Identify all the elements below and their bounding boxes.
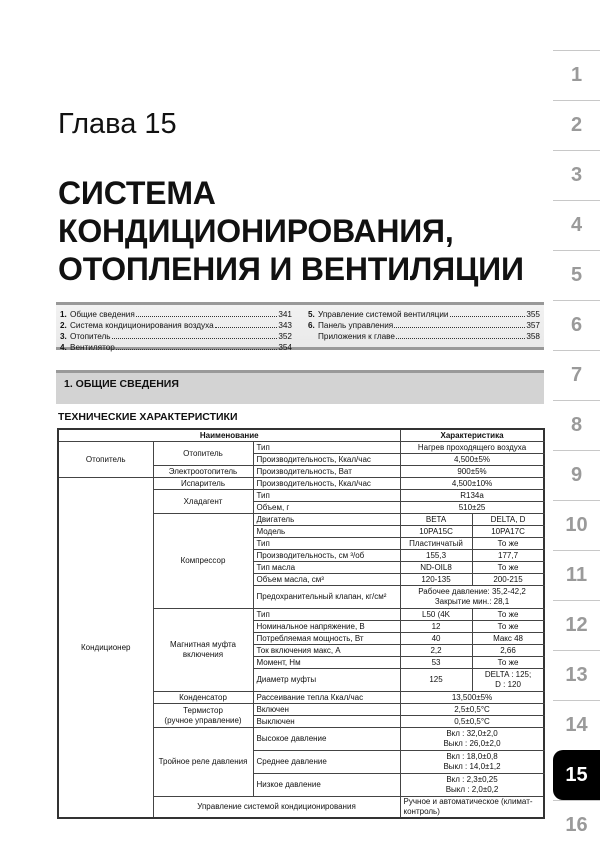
cell-thermistor (153, 704, 253, 728)
cell-param: Объем, г (253, 502, 400, 514)
section-heading: 1. ОБЩИЕ СВЕДЕНИЯ (56, 370, 544, 404)
chapter-tabs (553, 50, 600, 850)
toc-page: 357 (526, 321, 540, 330)
cell-value-a: 12 (400, 621, 472, 633)
cell-value-a: ND-OIL8 (400, 562, 472, 574)
toc-page: 358 (526, 332, 540, 341)
cell-param: Низкое давление (253, 774, 400, 797)
cell-value: R134a (400, 490, 544, 502)
cell-value-a: 125 (400, 669, 472, 692)
cell-heater-sub: Отопитель (153, 442, 253, 466)
relay-off: Выкл : 2,0±0,2 (445, 785, 499, 794)
cell-param: Тип (253, 609, 400, 621)
table-row (58, 429, 544, 442)
cell-value-b: То же (472, 538, 544, 550)
cell-value: 4,500±10% (400, 478, 544, 490)
header-characteristic: Характеристика (400, 429, 544, 442)
cell-param: Модель (253, 526, 400, 538)
cell-value-a: 2,2 (400, 645, 472, 657)
toc-item[interactable] (308, 321, 540, 332)
cell-param: Потребляемая мощность, Вт (253, 633, 400, 645)
toc-text: Отопитель (70, 332, 111, 341)
cell-value-b: Макс 48 (472, 633, 544, 645)
tab-9[interactable]: 9 (553, 450, 600, 500)
subheading: ТЕХНИЧЕСКИЕ ХАРАКТЕРИСТИКИ (58, 411, 238, 423)
clutch-line-2: включения (182, 650, 224, 659)
tab-10[interactable]: 10 (553, 500, 600, 550)
toc-num: 1. (60, 310, 67, 319)
page-title (58, 174, 538, 288)
tab-16[interactable]: 16 (553, 800, 600, 850)
cell-param: Выключен (253, 716, 400, 728)
toc-num: 5. (308, 310, 315, 319)
toc-leader (112, 332, 278, 339)
toc-num: 6. (308, 321, 315, 330)
spec-table (57, 428, 545, 819)
toc-page: 354 (278, 343, 292, 352)
cell-param: Производительность, Ккал/час (253, 454, 400, 466)
thermistor-line-2: (ручное управление) (164, 715, 242, 725)
title-line-1: СИСТЕМА (58, 175, 216, 211)
cell-refrigerant: Хладагент (153, 490, 253, 514)
toc-text: Приложения к главе (318, 332, 395, 341)
toc-item[interactable] (308, 310, 540, 321)
cell-value: 2,5±0,5°C (400, 704, 544, 716)
cell-evaporator: Испаритель (153, 478, 253, 490)
cell-value (400, 774, 544, 797)
tab-15-active[interactable]: 15 (553, 750, 600, 800)
toc-text: Вентилятор (70, 343, 115, 352)
cell-param: Рассеивание тепла Ккал/час (253, 692, 400, 704)
toc-leader (116, 343, 277, 350)
toc-num: 2. (60, 321, 67, 330)
title-line-2: КОНДИЦИОНИРОВАНИЯ, (58, 213, 454, 249)
toc-page: 343 (278, 321, 292, 330)
toc-item[interactable] (60, 332, 292, 343)
chapter-label: Глава 15 (58, 108, 177, 140)
toc-right-column (308, 310, 540, 343)
diam-b-line-1: DELTA : 125; (484, 670, 532, 679)
cell-param: Предохранительный клапан, кг/см² (253, 586, 400, 609)
cell-control: Управление системой кондиционирования (153, 797, 400, 819)
cell-param: Высокое давление (253, 728, 400, 751)
tab-13[interactable]: 13 (553, 650, 600, 700)
tab-11[interactable]: 11 (553, 550, 600, 600)
cell-value: 13,500±5% (400, 692, 544, 704)
cell-param: Диаметр муфты (253, 669, 400, 692)
toc-item[interactable] (60, 310, 292, 321)
relay-on: Вкл : 18,0±0,8 (446, 752, 498, 761)
cell-param: Производительность, Ват (253, 466, 400, 478)
relay-on: Вкл : 2,3±0,25 (446, 775, 498, 784)
toc-num: 4. (60, 343, 67, 352)
toc-page: 355 (526, 310, 540, 319)
clutch-line-1: Магнитная муфта (169, 640, 237, 649)
cell-control-value: Ручное и автоматическое (климат-контроль) (400, 797, 544, 819)
relay-off: Выкл : 26,0±2,0 (443, 739, 501, 748)
cell-value: 900±5% (400, 466, 544, 478)
cell-value (400, 751, 544, 774)
toc-page: 352 (278, 332, 292, 341)
toc-text: Панель управления (318, 321, 394, 330)
cell-param: Момент, Нм (253, 657, 400, 669)
cell-heater: Отопитель (58, 442, 153, 478)
toc-page: 341 (278, 310, 292, 319)
cell-param: Тип (253, 442, 400, 454)
cell-param: Двигатель (253, 514, 400, 526)
cell-value-a: 10PA15C (400, 526, 472, 538)
cell-value-b (472, 669, 544, 692)
tab-8[interactable]: 8 (553, 400, 600, 450)
cell-clutch (153, 609, 253, 692)
toc-text: Общие сведения (70, 310, 135, 319)
tab-3[interactable]: 3 (553, 150, 600, 200)
toc-leader (136, 310, 278, 317)
diam-b-line-2: D : 120 (495, 680, 521, 689)
cell-param: Номинальное напряжение, В (253, 621, 400, 633)
toc-leader (394, 321, 525, 328)
cell-value-a: 40 (400, 633, 472, 645)
valve-value-line-1: Рабочее давление: 35,2-42,2 (418, 587, 526, 596)
tab-6[interactable]: 6 (553, 300, 600, 350)
cell-el-heater: Электроотопитель (153, 466, 253, 478)
cell-ac: Кондиционер (58, 478, 153, 819)
relay-off: Выкл : 14,0±1,2 (443, 762, 501, 771)
cell-value-a: 155,3 (400, 550, 472, 562)
toc-text: Управление системой вентиляции (318, 310, 449, 319)
cell-value (400, 586, 544, 609)
tab-1[interactable]: 1 (553, 50, 600, 100)
toc-leader (215, 321, 278, 328)
cell-value-b: 10PA17C (472, 526, 544, 538)
toc-item[interactable] (60, 343, 292, 354)
cell-value: 0,5±0,5°C (400, 716, 544, 728)
cell-value: 4,500±5% (400, 454, 544, 466)
tab-7[interactable]: 7 (553, 350, 600, 400)
toc-item[interactable] (308, 332, 540, 343)
cell-param: Среднее давление (253, 751, 400, 774)
thermistor-line-1: Термистор (183, 705, 223, 715)
cell-value-b: То же (472, 657, 544, 669)
cell-param: Тип масла (253, 562, 400, 574)
cell-param: Объем масла, см³ (253, 574, 400, 586)
cell-value-b: То же (472, 562, 544, 574)
table-row (58, 478, 544, 490)
toc-text: Система кондиционирования воздуха (70, 321, 214, 330)
cell-param: Тип (253, 490, 400, 502)
toc-item[interactable] (60, 321, 292, 332)
cell-param: Производительность, Ккал/час (253, 478, 400, 490)
cell-value-b: 2,66 (472, 645, 544, 657)
cell-value-a: BETA (400, 514, 472, 526)
cell-value-b: DELTA, D (472, 514, 544, 526)
valve-value-line-2: Закрытие мин.: 28,1 (434, 597, 510, 606)
cell-value-a: 53 (400, 657, 472, 669)
cell-value-b: То же (472, 609, 544, 621)
header-name: Наименование (58, 429, 400, 442)
cell-value-a: Пластинчатый (400, 538, 472, 550)
table-row (58, 442, 544, 454)
title-line-3: ОТОПЛЕНИЯ И ВЕНТИЛЯЦИИ (58, 251, 524, 287)
tab-14[interactable]: 14 (553, 700, 600, 750)
tab-12[interactable]: 12 (553, 600, 600, 650)
cell-param: Включен (253, 704, 400, 716)
tab-4[interactable]: 4 (553, 200, 600, 250)
cell-value-b: То же (472, 621, 544, 633)
toc-left-column (60, 310, 292, 354)
relay-on: Вкл : 32,0±2,0 (446, 729, 498, 738)
cell-value-b: 200-215 (472, 574, 544, 586)
cell-param: Тип (253, 538, 400, 550)
toc-num: 3. (60, 332, 67, 341)
table-of-contents (56, 302, 544, 350)
cell-param: Ток включения макс, А (253, 645, 400, 657)
toc-leader (396, 332, 525, 339)
tab-5[interactable]: 5 (553, 250, 600, 300)
cell-value (400, 728, 544, 751)
cell-value-b: 177,7 (472, 550, 544, 562)
cell-value-a: L50 (4K (400, 609, 472, 621)
cell-condenser: Конденсатор (153, 692, 253, 704)
cell-compressor: Компрессор (153, 514, 253, 609)
cell-value: Нагрев проходящего воздуха (400, 442, 544, 454)
toc-leader (450, 310, 526, 317)
cell-value-a: 120-135 (400, 574, 472, 586)
cell-relay: Тройное реле давления (153, 728, 253, 797)
cell-param: Производительность, см ³/об (253, 550, 400, 562)
cell-value: 510±25 (400, 502, 544, 514)
tab-2[interactable]: 2 (553, 100, 600, 150)
